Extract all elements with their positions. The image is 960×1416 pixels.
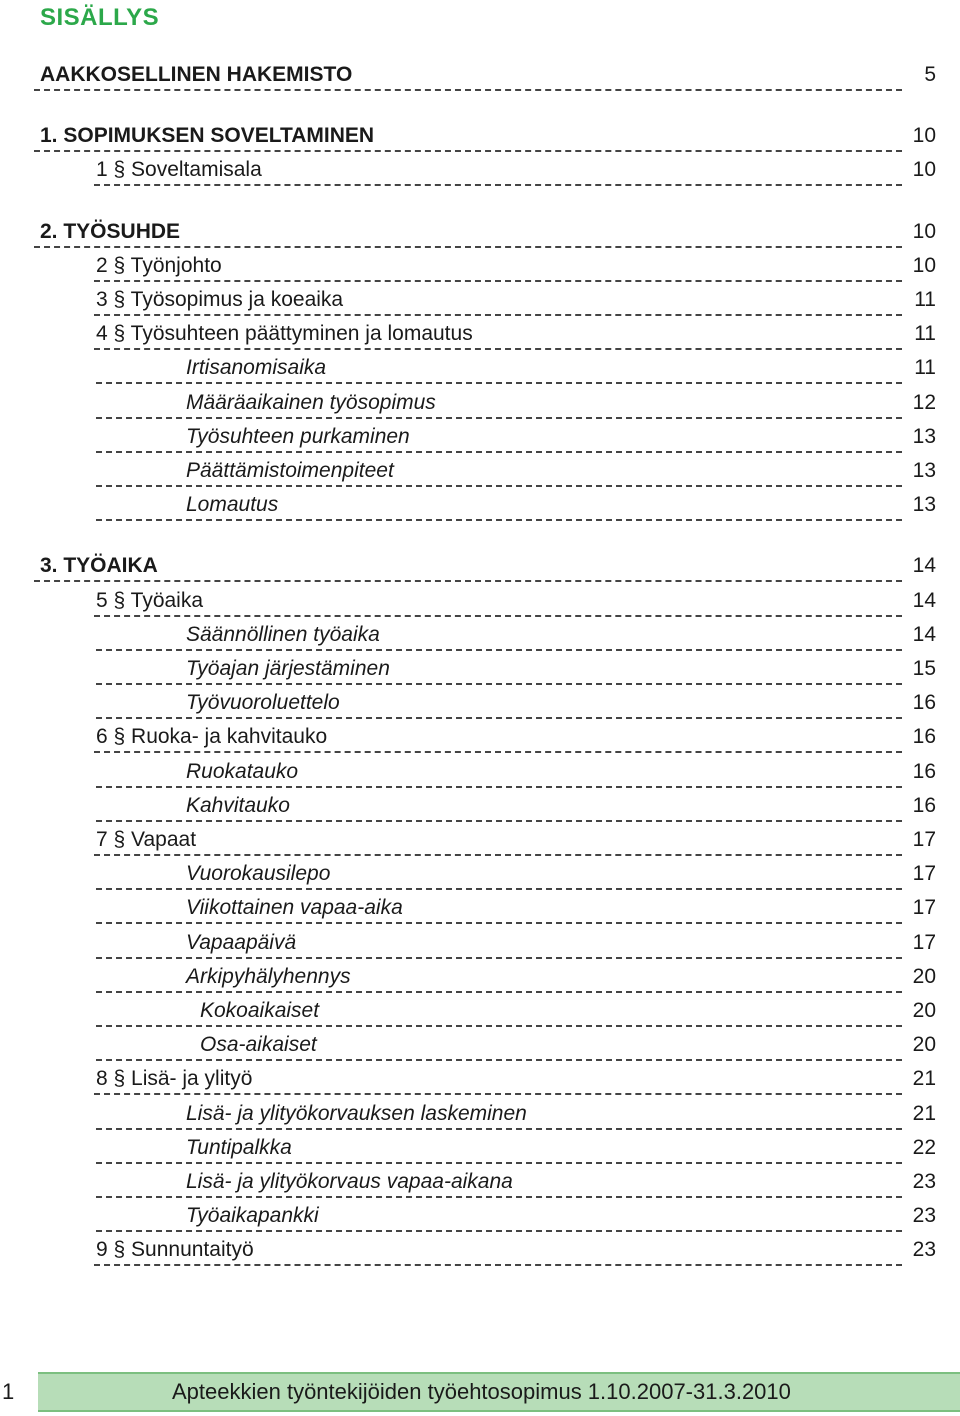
toc-entry	[186, 686, 960, 720]
toc-entry	[186, 1199, 960, 1233]
toc-entry-title: Päättämistoimenpiteet	[186, 459, 394, 482]
toc-entry	[96, 1062, 960, 1096]
toc-entry-page: 11	[914, 356, 936, 379]
dot-leader	[96, 519, 902, 521]
toc-entry-title: Viikottainen vapaa-aika	[186, 896, 403, 919]
toc-entry	[186, 789, 960, 823]
dot-leader	[96, 417, 902, 419]
toc-section-heading	[40, 215, 960, 249]
toc-entry	[186, 891, 960, 925]
toc-entry-page: 10	[912, 220, 936, 243]
page-number: 1	[2, 1379, 15, 1404]
dot-leader	[96, 683, 902, 685]
toc-entry-title: 1. SOPIMUKSEN SOVELTAMINEN	[40, 124, 375, 147]
dot-leader	[96, 1230, 902, 1232]
toc-entry-title: 3. TYÖAIKA	[40, 554, 158, 577]
toc-entry-title: Lomautus	[186, 493, 279, 516]
dot-leader	[94, 1264, 902, 1266]
toc-entry	[96, 720, 960, 754]
footer-band	[38, 1372, 960, 1412]
toc-entry	[96, 249, 960, 283]
toc-entry-page: 11	[914, 288, 936, 311]
footer-text: Apteekkien työntekijöiden työehtosopimus 1.10.2007-31.3.2010	[172, 1379, 791, 1404]
toc-entry-page: 20	[912, 1033, 936, 1056]
dot-leader	[96, 717, 902, 719]
toc-entry	[186, 488, 960, 522]
toc-entry	[186, 1097, 960, 1131]
toc-entry-page: 16	[912, 691, 936, 714]
dot-leader	[94, 615, 902, 617]
toc-entry	[186, 618, 960, 652]
toc-entry-title: Työvuoroluettelo	[186, 691, 340, 714]
toc-entry-title: 7 § Vapaat	[96, 828, 197, 851]
toc-entry-page: 17	[912, 828, 936, 851]
toc-entry	[186, 454, 960, 488]
dot-leader	[94, 314, 902, 316]
toc-entry-page: 12	[912, 391, 936, 414]
page-footer	[0, 1372, 960, 1412]
dot-leader	[94, 854, 902, 856]
toc-entry-page: 10	[912, 254, 936, 277]
toc-entry-title: 9 § Sunnuntaityö	[96, 1238, 254, 1261]
toc-entry-title: Lisä- ja ylityökorvaus vapaa-aikana	[186, 1170, 513, 1193]
dot-leader	[96, 922, 902, 924]
toc-entry	[186, 755, 960, 789]
toc-entry	[186, 652, 960, 686]
toc-entry-title: Vapaapäivä	[186, 931, 297, 954]
toc-entry	[96, 153, 960, 187]
toc-entry-page: 16	[912, 794, 936, 817]
toc-entry	[186, 960, 960, 994]
toc-entry-title: Tuntipalkka	[186, 1136, 292, 1159]
dot-leader	[34, 246, 902, 248]
toc-entry	[200, 994, 960, 1028]
toc-section-heading	[40, 119, 960, 153]
toc-entry	[96, 823, 960, 857]
dot-leader	[96, 382, 902, 384]
toc-entry-title: 5 § Työaika	[96, 589, 204, 612]
toc-entry-page: 13	[912, 425, 936, 448]
toc-entry-page: 21	[912, 1067, 936, 1090]
toc-entry-title: 6 § Ruoka- ja kahvitauko	[96, 725, 328, 748]
toc-entry-page: 15	[912, 657, 936, 680]
toc-entry	[96, 1233, 960, 1267]
toc-entry-title: AAKKOSELLINEN HAKEMISTO	[40, 63, 353, 86]
dot-leader	[94, 184, 902, 186]
dot-leader	[96, 786, 902, 788]
toc-entry-title: 2. TYÖSUHDE	[40, 220, 181, 243]
toc-entry-page: 16	[912, 760, 936, 783]
toc-entry-page: 17	[912, 862, 936, 885]
toc-entry	[186, 386, 960, 420]
toc-entry	[96, 317, 960, 351]
toc-entry	[186, 420, 960, 454]
toc-entry-page: 10	[912, 124, 936, 147]
dot-leader	[96, 957, 902, 959]
dot-leader	[34, 580, 902, 582]
toc-section-heading	[40, 549, 960, 583]
toc-entry-title: Työaikapankki	[186, 1204, 319, 1227]
toc-entry-page: 14	[912, 623, 936, 646]
dot-leader	[96, 991, 902, 993]
dot-leader	[96, 1162, 902, 1164]
toc-entry	[200, 1028, 960, 1062]
toc-entry-page: 17	[912, 931, 936, 954]
toc-entry-title: Lisä- ja ylityökorvauksen laskeminen	[186, 1102, 527, 1125]
toc-entry-title: Kokoaikaiset	[200, 999, 320, 1022]
toc-entry	[186, 351, 960, 385]
toc-entry-title: Ruokatauko	[186, 760, 299, 783]
toc-entry-title: 4 § Työsuhteen päättyminen ja lomautus	[96, 322, 473, 345]
dot-leader	[94, 280, 902, 282]
toc-entry-title: Työajan järjestäminen	[186, 657, 390, 680]
toc-entry-title: Vuorokausilepo	[186, 862, 331, 885]
dot-leader	[34, 150, 902, 152]
toc-entry-page: 23	[912, 1204, 936, 1227]
toc-entry-title: 3 § Työsopimus ja koeaika	[96, 288, 344, 311]
toc-entry-page: 10	[912, 158, 936, 181]
toc-entry-title: Osa-aikaiset	[200, 1033, 317, 1056]
toc-entry-page: 13	[912, 493, 936, 516]
toc-entry	[186, 1131, 960, 1165]
toc-entry-page: 14	[912, 554, 936, 577]
toc-entry	[96, 283, 960, 317]
dot-leader	[96, 888, 902, 890]
dot-leader	[96, 649, 902, 651]
dot-leader	[96, 1059, 902, 1061]
dot-leader	[96, 485, 902, 487]
toc-entry-page: 22	[912, 1136, 936, 1159]
dot-leader	[96, 1196, 902, 1198]
page-title: SISÄLLYS	[40, 4, 160, 31]
dot-leader	[94, 348, 902, 350]
toc-entry-title: Arkipyhälyhennys	[186, 965, 351, 988]
toc-entry	[96, 584, 960, 618]
toc-entry-page: 21	[912, 1102, 936, 1125]
toc-entry-page: 16	[912, 725, 936, 748]
toc-entry-title: 2 § Työnjohto	[96, 254, 222, 277]
toc-section-heading	[40, 58, 960, 92]
toc-entry-page: 23	[912, 1170, 936, 1193]
dot-leader	[96, 451, 902, 453]
toc-entry-title: Säännöllinen työaika	[186, 623, 380, 646]
toc-entry-page: 13	[912, 459, 936, 482]
dot-leader	[34, 89, 902, 91]
toc-entry-title: Määräaikainen työsopimus	[186, 391, 436, 414]
toc-entry-page: 20	[912, 965, 936, 988]
dot-leader	[96, 1128, 902, 1130]
dot-leader	[94, 1093, 902, 1095]
toc-entry-title: Irtisanomisaika	[186, 356, 327, 379]
toc-entry	[186, 1165, 960, 1199]
toc-entry-page: 14	[912, 589, 936, 612]
toc-entry-page: 20	[912, 999, 936, 1022]
dot-leader	[96, 1025, 902, 1027]
dot-leader	[94, 751, 902, 753]
toc-entry-title: Kahvitauko	[186, 794, 290, 817]
dot-leader	[96, 820, 902, 822]
toc-entry	[186, 926, 960, 960]
toc-entry-title: 8 § Lisä- ja ylityö	[96, 1067, 253, 1090]
toc-entry-title: Työsuhteen purkaminen	[186, 425, 410, 448]
toc-entry-title: 1 § Soveltamisala	[96, 158, 262, 181]
toc-entry-page: 5	[924, 63, 936, 86]
toc-entry-page: 17	[912, 896, 936, 919]
toc-entry	[186, 857, 960, 891]
toc-entry-page: 11	[914, 322, 936, 345]
toc-entry-page: 23	[912, 1238, 936, 1261]
